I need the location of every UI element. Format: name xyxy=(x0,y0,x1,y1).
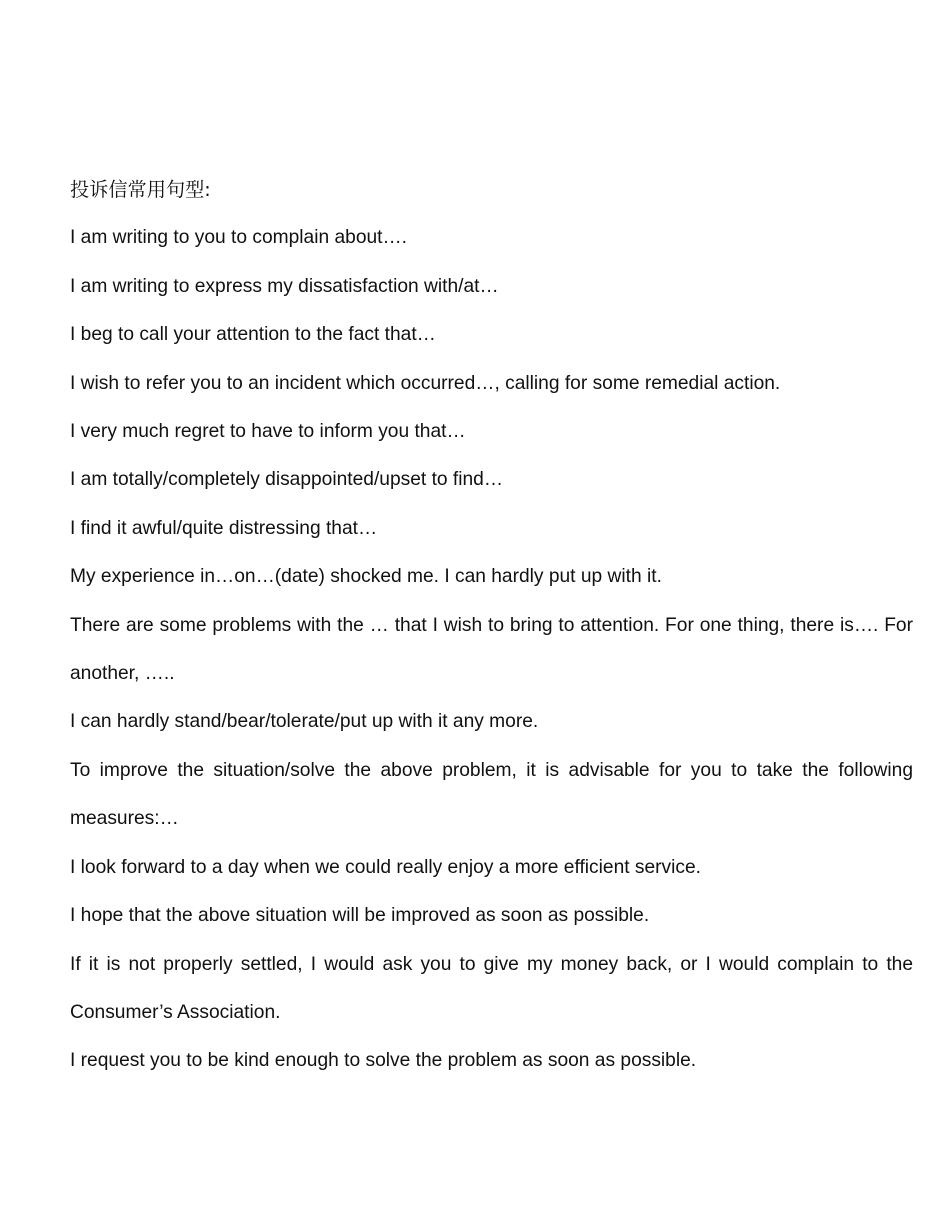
sentence-line: I am writing to express my dissatisfaction with/at… xyxy=(70,275,499,297)
sentence-line: If it is not properly settled, I would ask you to give my money back, or I would complain to the Consumer’s Association. xyxy=(70,953,913,1023)
sentence-line: To improve the situation/solve the above problem, it is advisable for you to take the following measures:… xyxy=(70,759,913,830)
sentence-line: I wish to refer you to an incident which occurred…, calling for some remedial action. xyxy=(70,372,781,394)
document-page xyxy=(70,166,913,1086)
sentence-line: I can hardly stand/bear/tolerate/put up with it any more. xyxy=(70,711,539,733)
sentence-line: I am writing to you to complain about…. xyxy=(70,227,408,249)
sentence-line: I hope that the above situation will be improved as soon as possible. xyxy=(70,905,650,927)
sentence-line: I request you to be kind enough to solve the problem as soon as possible. xyxy=(70,1050,697,1072)
section-heading: 投诉信常用句型: xyxy=(70,178,211,201)
sentence-line: My experience in…on…(date) shocked me. I can hardly put up with it. xyxy=(70,566,662,588)
sentence-line: I find it awful/quite distressing that… xyxy=(70,517,378,539)
sentence-line: I beg to call your attention to the fact that… xyxy=(70,324,436,346)
sentence-line: I very much regret to have to inform you that… xyxy=(70,421,466,443)
sentence-line: There are some problems with the … that I wish to bring to attention. For one thing, there is…. For another, ….. xyxy=(70,614,913,685)
sentence-line: I am totally/completely disappointed/upset to find… xyxy=(70,469,504,491)
sentence-line: I look forward to a day when we could really enjoy a more efficient service. xyxy=(70,856,702,878)
